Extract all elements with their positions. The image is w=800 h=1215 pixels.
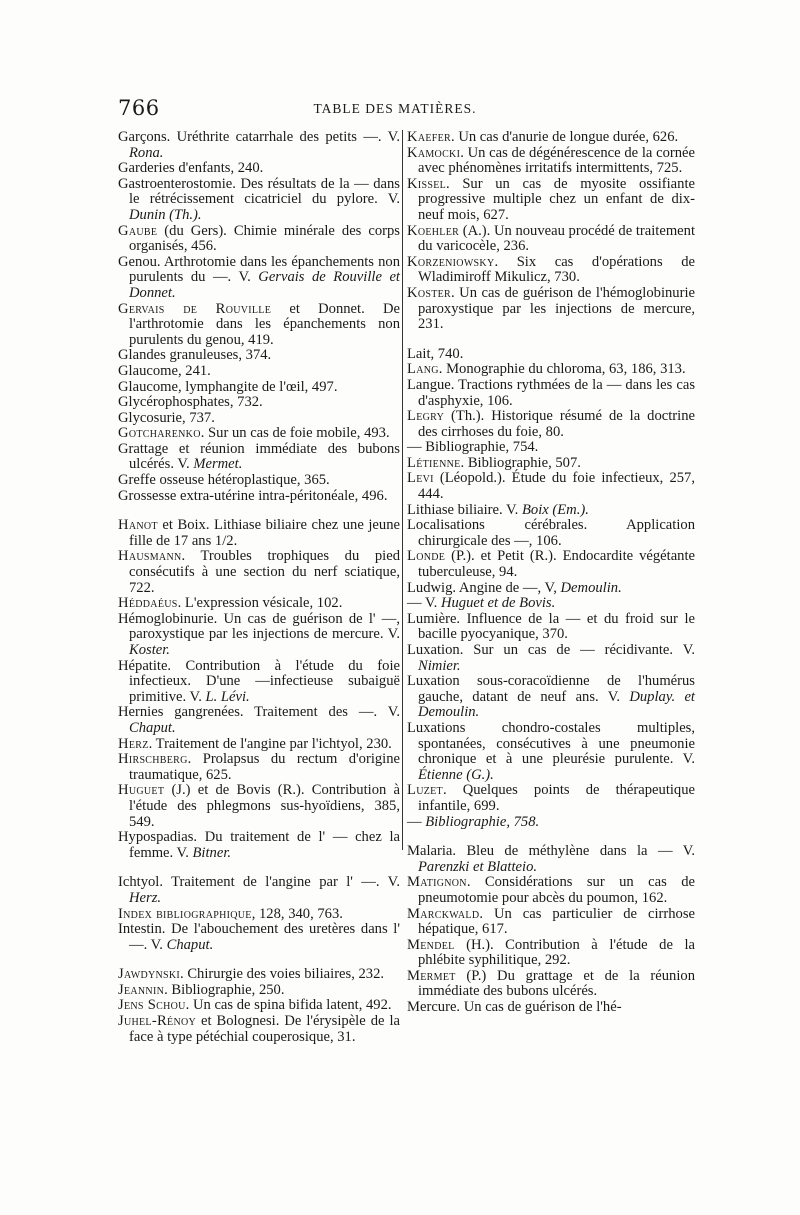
index-entry	[118, 907, 400, 923]
index-entry	[407, 612, 695, 643]
index-entry	[407, 378, 695, 409]
entry-text: . Quelques points de thérapeutique infantile, 699.	[418, 782, 695, 814]
entry-text: Mercure. Un cas de guérison de l'hé-	[407, 999, 622, 1016]
entry-text: Ludwig. Angine de —, V,	[407, 579, 561, 596]
entry-author: Koster	[407, 284, 452, 301]
index-entry	[407, 224, 695, 255]
entry-text: et Bolognesi. De l'érysipèle de la face à type pétéchial couperosique, 31.	[129, 1013, 400, 1045]
entry-author: Jens Schou	[118, 997, 186, 1014]
entry-reference: Huguet et de Bovis.	[440, 595, 556, 612]
entry-reference: Rona.	[129, 144, 164, 161]
index-entry	[118, 224, 400, 255]
index-entry	[407, 503, 695, 519]
entry-author: Levi	[407, 470, 434, 487]
entry-author: Hirschberg	[118, 751, 188, 768]
index-entry	[407, 815, 695, 831]
entry-text: Hypospadias. Du traitement de l' — chez la femme. V.	[118, 829, 400, 861]
index-entry	[118, 998, 400, 1014]
entry-author: Hanot	[118, 517, 158, 534]
index-entry	[407, 844, 695, 875]
index-columns	[118, 130, 696, 1190]
index-entry	[407, 596, 695, 612]
entry-text: et Donnet. De l'arthrotomie dans les épanchements non purulents du genou, 419.	[129, 300, 400, 348]
entry-text: Hémoglobinurie. Un cas de guérison de l' —, paroxystique par les injections de mercure. V.	[118, 610, 400, 643]
entry-author: Matignon	[407, 874, 467, 891]
entry-author: Marckwald	[407, 905, 480, 922]
entry-text: Grossesse extra-utérine intra-péritonéale, 496.	[118, 487, 388, 504]
entry-author: Lang	[407, 361, 439, 378]
entry-reference: Parenzki et Blatteio.	[418, 858, 538, 875]
entry-reference: Demoulin.	[560, 579, 622, 596]
index-entry	[407, 969, 695, 1000]
entry-reference: Chaput.	[129, 719, 176, 736]
index-entry	[118, 659, 400, 706]
entry-text: . Six cas d'opérations de Wladimiroff Mikulicz, 730.	[418, 253, 695, 286]
entry-text: . Monographie du chloroma, 63, 186, 313.	[438, 361, 686, 378]
entry-author: Legry	[407, 408, 445, 425]
entry-text: Gastroenterostomie. Des résultats de la — dans le rétrécissement cicatriciel du pylore. V.	[118, 175, 400, 208]
entry-text: . Un cas particulier de cirrhose hépatique, 617.	[418, 905, 695, 938]
entry-text: — Bibliographie, 754.	[407, 439, 539, 456]
right-column	[402, 129, 695, 1016]
index-entry	[118, 442, 400, 473]
entry-author: Hausmann	[118, 548, 182, 565]
entry-reference: Étienne (G.).	[418, 766, 494, 783]
index-entry	[118, 875, 400, 906]
entry-reference: Koster.	[129, 642, 170, 658]
index-entry	[118, 364, 400, 380]
entry-text: Lait, 740.	[407, 345, 464, 362]
entry-text: (H.). Contribution à l'étude de la phlébite syphilitique, 292.	[418, 936, 695, 969]
index-entry	[407, 907, 695, 938]
entry-author: Kamocki	[407, 144, 461, 161]
entry-author: Kissel	[407, 175, 447, 192]
entry-author: Héddaéus	[118, 595, 178, 612]
entry-author: Gaube	[118, 222, 158, 239]
entry-text: et Boix. Lithiase biliaire chez une jeune fille de 17 ans 1/2.	[129, 517, 400, 549]
entry-text: Ichtyol. Traitement de l'angine par l' —. V.	[118, 874, 400, 891]
entry-author: Kaefer	[407, 129, 452, 145]
index-entry	[407, 471, 695, 502]
index-entry	[118, 255, 400, 302]
index-entry	[118, 737, 400, 753]
index-entry	[407, 255, 695, 286]
index-entry	[407, 783, 695, 814]
entry-text: Greffe osseuse hétéroplastique, 365.	[118, 472, 330, 489]
index-entry	[118, 302, 400, 349]
entry-reference: Nimier.	[418, 657, 461, 674]
entry-reference: Boix (Em.).	[521, 501, 589, 518]
entry-author: Jeannin	[118, 981, 165, 998]
index-entry	[118, 549, 400, 596]
entry-text: . Sur un cas de myosite ossifiante progressive multiple chez un enfant de dix-neuf mois, 627.	[418, 175, 695, 223]
entry-reference: Bitner.	[192, 844, 232, 861]
entry-text: (J.) et de Bovis (R.). Contribution à l'étude des phlegmons sus-hyoïdiens, 385, 549.	[129, 782, 400, 830]
entry-text: Luxation sous-coracoïdienne de l'humérus gauche, datant de neuf ans. V.	[407, 673, 695, 705]
index-entry	[118, 348, 400, 364]
entry-author: Juhel-Rénoy	[118, 1013, 197, 1030]
index-entry	[407, 674, 695, 721]
entry-text: Intestin. De l'abouchement des uretères dans l' —. V.	[118, 921, 400, 953]
index-entry	[118, 161, 400, 177]
index-entry	[407, 875, 695, 906]
entry-text: (du Gers). Chimie minérale des corps organisés, 456.	[129, 222, 400, 255]
index-entry	[118, 518, 400, 549]
entry-text: . Un cas de dégénérescence de la cornée avec phénomènes irritatifs intermittents, 725.	[418, 144, 695, 177]
left-column	[118, 130, 404, 1045]
entry-text: . Prolapsus du rectum d'origine traumatique, 625.	[129, 751, 400, 783]
entry-text: (Léopold.). Étude du foie infectieux, 257, 444.	[418, 470, 695, 503]
entry-text: . Un cas de spina bifida latent, 492.	[185, 997, 392, 1014]
index-entry	[118, 967, 400, 983]
index-entry	[407, 643, 695, 674]
index-entry	[407, 362, 695, 378]
entry-text: Glycérophosphates, 732.	[118, 394, 263, 411]
entry-text: Genou. Arthrotomie dans les épanchements non purulents du —. V.	[118, 253, 400, 286]
entry-text: . Un cas d'anurie de longue durée, 626.	[451, 129, 679, 145]
entry-text: . L'expression vésicale, 102.	[177, 595, 343, 612]
entry-author: Mermet	[407, 967, 456, 984]
entry-text: . Sur un cas de foie mobile, 493.	[200, 425, 390, 442]
index-entry	[118, 752, 400, 783]
index-entry	[118, 983, 400, 999]
entry-reference: Chaput.	[166, 936, 214, 953]
index-entry	[407, 518, 695, 549]
entry-text: Hépatite. Contribution à l'étude du foie infectieux. D'une —infectieuse subaiguë primitive. V.	[118, 657, 400, 705]
entry-text: . Considérations sur un cas de pneumotomie pour abcès du poumon, 162.	[418, 874, 695, 906]
entry-author: Létienne	[407, 454, 461, 471]
index-entry	[407, 286, 695, 333]
entry-reference: Gervais de Rouville et Donnet.	[129, 269, 400, 301]
index-entry	[407, 177, 695, 224]
entry-text: Glaucome, 241.	[118, 362, 211, 379]
entry-text: Glaucome, lymphangite de l'œil, 497.	[118, 378, 338, 395]
entry-reference: Duplay. et Demoulin.	[418, 688, 695, 721]
entry-reference: Bibliographie, 758.	[425, 813, 540, 830]
index-entry	[118, 489, 400, 505]
index-entry	[407, 938, 695, 969]
entry-text: . Chirurgie des voies biliaires, 232.	[180, 966, 385, 983]
index-entry	[118, 411, 400, 427]
index-entry	[118, 922, 400, 953]
entry-author: Huguet	[118, 782, 165, 799]
index-entry	[407, 1000, 695, 1016]
page-header	[110, 96, 680, 120]
entry-text: (A.). Un nouveau procédé de traitement du varicocèle, 236.	[418, 222, 695, 255]
index-entry	[118, 612, 400, 659]
entry-text: Grattage et réunion immédiate des bubons ulcérés. V.	[118, 440, 400, 473]
page-number: 766	[118, 96, 160, 120]
index-entry	[118, 596, 400, 612]
index-entry	[407, 130, 695, 146]
entry-author: Index bibliographique	[118, 905, 252, 922]
entry-text: —	[407, 813, 426, 830]
index-entry	[118, 395, 400, 411]
index-entry	[407, 440, 695, 456]
entry-text: Lumière. Influence de la — et du froid sur le bacille pyocyanique, 370.	[407, 610, 695, 643]
entry-text: (P.) Du grattage et de la réunion immédiate des bubons ulcérés.	[418, 967, 695, 1000]
index-entry	[118, 1014, 400, 1045]
index-entry	[407, 409, 695, 440]
index-entry	[118, 830, 400, 861]
index-entry	[407, 146, 695, 177]
entry-author: Londe	[407, 548, 446, 565]
entry-author: Luzet	[407, 782, 443, 799]
entry-text: Langue. Tractions rythmées de la — dans les cas d'asphyxie, 106.	[407, 376, 695, 409]
entry-text: , 128, 340, 763.	[251, 905, 343, 922]
entry-author: Gotcharenko	[118, 425, 201, 442]
entry-text: Localisations cérébrales. Application chirurgicale des —, 106.	[407, 517, 695, 549]
entry-author: Korzeniowsky	[407, 253, 495, 270]
entry-reference: L. Lévi.	[205, 688, 250, 705]
entry-author: Gervais de Rouville	[118, 300, 272, 317]
entry-reference: Mermet.	[193, 456, 243, 473]
index-entry	[407, 721, 695, 783]
entry-reference: Herz.	[129, 889, 162, 906]
entry-text: Luxation. Sur un cas de — récidivante. V.	[407, 642, 695, 658]
entry-text: Lithiase biliaire. V.	[407, 501, 522, 518]
running-title: TABLE DES MATIÈRES.	[313, 101, 477, 116]
entry-text: (Th.). Historique résumé de la doctrine des cirrhoses du foie, 80.	[418, 408, 695, 440]
index-entry	[118, 380, 400, 396]
entry-text: Glandes granuleuses, 374.	[118, 347, 272, 364]
index-entry	[118, 130, 400, 161]
entry-reference: Dunin (Th.).	[129, 206, 202, 223]
index-entry	[407, 581, 695, 597]
index-entry	[407, 347, 695, 363]
entry-author: Koehler	[407, 222, 460, 239]
index-entry	[118, 473, 400, 489]
entry-text: . Bibliographie, 250.	[164, 981, 285, 998]
entry-text: Garderies d'enfants, 240.	[118, 160, 264, 177]
index-entry	[407, 549, 695, 580]
entry-text: Malaria. Bleu de méthylène dans la — V.	[407, 843, 695, 860]
index-entry	[118, 426, 400, 442]
entry-text: Glycosurie, 737.	[118, 409, 215, 426]
entry-author: Jawdynski	[118, 966, 181, 983]
index-entry	[118, 705, 400, 736]
entry-text: — V.	[407, 595, 441, 612]
entry-text: Luxations chondro-costales multiples, spontanées, consécutives à une pneumonie chronique et à une pleurésie purulente. V.	[407, 719, 695, 768]
entry-text: . Bibliographie, 507.	[460, 454, 581, 471]
entry-text: (P.). et Petit (R.). Endocardite végétante tuberculeuse, 94.	[418, 548, 695, 581]
entry-text: . Un cas de guérison de l'hémoglobinurie paroxystique par les injections de mercure, 231.	[418, 284, 695, 333]
entry-author: Mendel	[407, 936, 455, 953]
entry-text: . Troubles trophiques du pied consécutifs à une section du nerf sciatique, 722.	[129, 548, 400, 596]
entry-text: Garçons. Uréthrite catarrhale des petits —. V.	[118, 129, 400, 145]
index-entry	[118, 177, 400, 224]
index-entry	[118, 783, 400, 830]
entry-text: Hernies gangrenées. Traitement des —. V.	[118, 704, 400, 721]
entry-text: . Traitement de l'angine par l'ichtyol, 230.	[148, 735, 392, 752]
entry-author: Herz	[118, 735, 149, 752]
